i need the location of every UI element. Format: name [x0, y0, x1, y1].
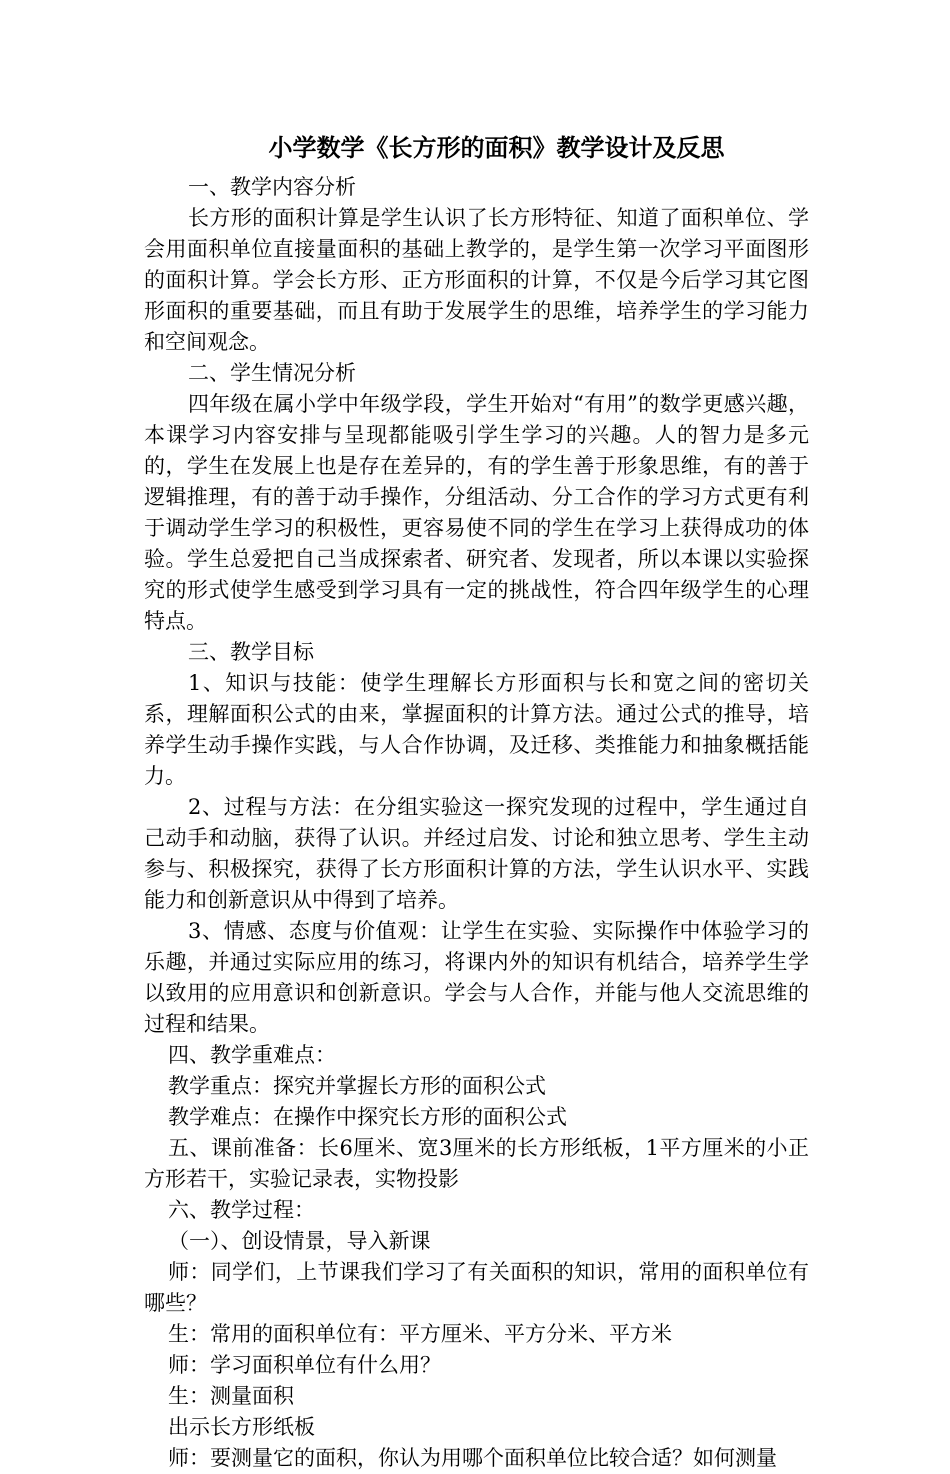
paragraph-preparation: 五、课前准备：长6厘米、宽3厘米的长方形纸板，1平方厘米的小正方形若干，实验记录表，实物投影: [144, 1136, 809, 1191]
paragraph-student-analysis: 四年级在属小学中年级学段，学生开始对“有用”的数学更感兴趣，本课学习内容安排与呈现都能吸引学生学习的兴趣。人的智力是多元的，学生在发展上也是存在差异的，有的学生善于形象思维，有的善于逻辑推理，有的善于动手操作，分组活动、分工合作的学习方式更有利于调动学生学习的积极性，更容易使不同的学生在学习上获得成功的体验。学生总爱把自己当成探索者、研究者、发现者，所以本课以实验探究的形式使学生感受到学习具有一定的挑战性，符合四年级学生的心理特点。: [144, 392, 809, 633]
section-heading-teaching-process: 六、教学过程：: [168, 1198, 315, 1222]
paragraph-goal-knowledge: 1、知识与技能：使学生理解长方形面积与长和宽之间的密切关系，理解面积公式的由来，掌握面积的计算方法。通过公式的推导，培养学生动手操作实践，与人合作协调，及迁移、类推能力和抽象概括能力。: [144, 671, 809, 788]
document-title: 小学数学《长方形的面积》教学设计及反思: [268, 133, 725, 162]
paragraph-key-point: 教学重点：探究并掌握长方形的面积公式: [168, 1074, 546, 1098]
section-heading-key-points: 四、教学重难点：: [168, 1043, 336, 1067]
paragraph-content-analysis: 长方形的面积计算是学生认识了长方形特征、知道了面积单位、学会用面积单位直接量面积的基础上教学的，是学生第一次学习平面图形的面积计算。学会长方形、正方形面积的计算，不仅是今后学习其它图形面积的重要基础，而且有助于发展学生的思维，培养学生的学习能力和空间观念。: [144, 206, 809, 354]
paragraph-goal-attitude: 3、情感、态度与价值观：让学生在实验、实际操作中体验学习的乐趣，并通过实际应用的练习，将课内外的知识有机结合，培养学生学以致用的应用意识和创新意识。学会与人合作，并能与他人交流思维的过程和结果。: [144, 919, 809, 1036]
dialogue-line-teacher-1: 师：同学们，上节课我们学习了有关面积的知识，常用的面积单位有哪些？: [144, 1260, 809, 1315]
document-page: [144, 128, 809, 1474]
subsection-heading-introduction: （一）、创设情景，导入新课: [168, 1229, 431, 1253]
dialogue-line-student-2: 生：测量面积: [168, 1384, 294, 1408]
paragraph-difficult-point: 教学难点：在操作中探究长方形的面积公式: [168, 1105, 567, 1129]
dialogue-line-teacher-2: 师：学习面积单位有什么用？: [168, 1353, 441, 1377]
section-heading-content-analysis: 一、教学内容分析: [188, 175, 356, 199]
paragraph-goal-process: 2、过程与方法：在分组实验这一探究发现的过程中，学生通过自己动手和动脑，获得了认识。并经过启发、讨论和独立思考、学生主动参与、积极探究，获得了长方形面积计算的方法，学生认识水平、实践能力和创新意识从中得到了培养。: [144, 795, 809, 912]
section-heading-teaching-goals: 三、教学目标: [188, 640, 314, 664]
dialogue-line-teacher-3: 师：要测量它的面积，你认为用哪个面积单位比较合适？如何测量: [168, 1446, 777, 1470]
section-heading-student-analysis: 二、学生情况分析: [188, 361, 356, 385]
dialogue-line-student-1: 生：常用的面积单位有：平方厘米、平方分米、平方米: [168, 1322, 672, 1346]
instruction-line-show-board: 出示长方形纸板: [168, 1415, 315, 1439]
